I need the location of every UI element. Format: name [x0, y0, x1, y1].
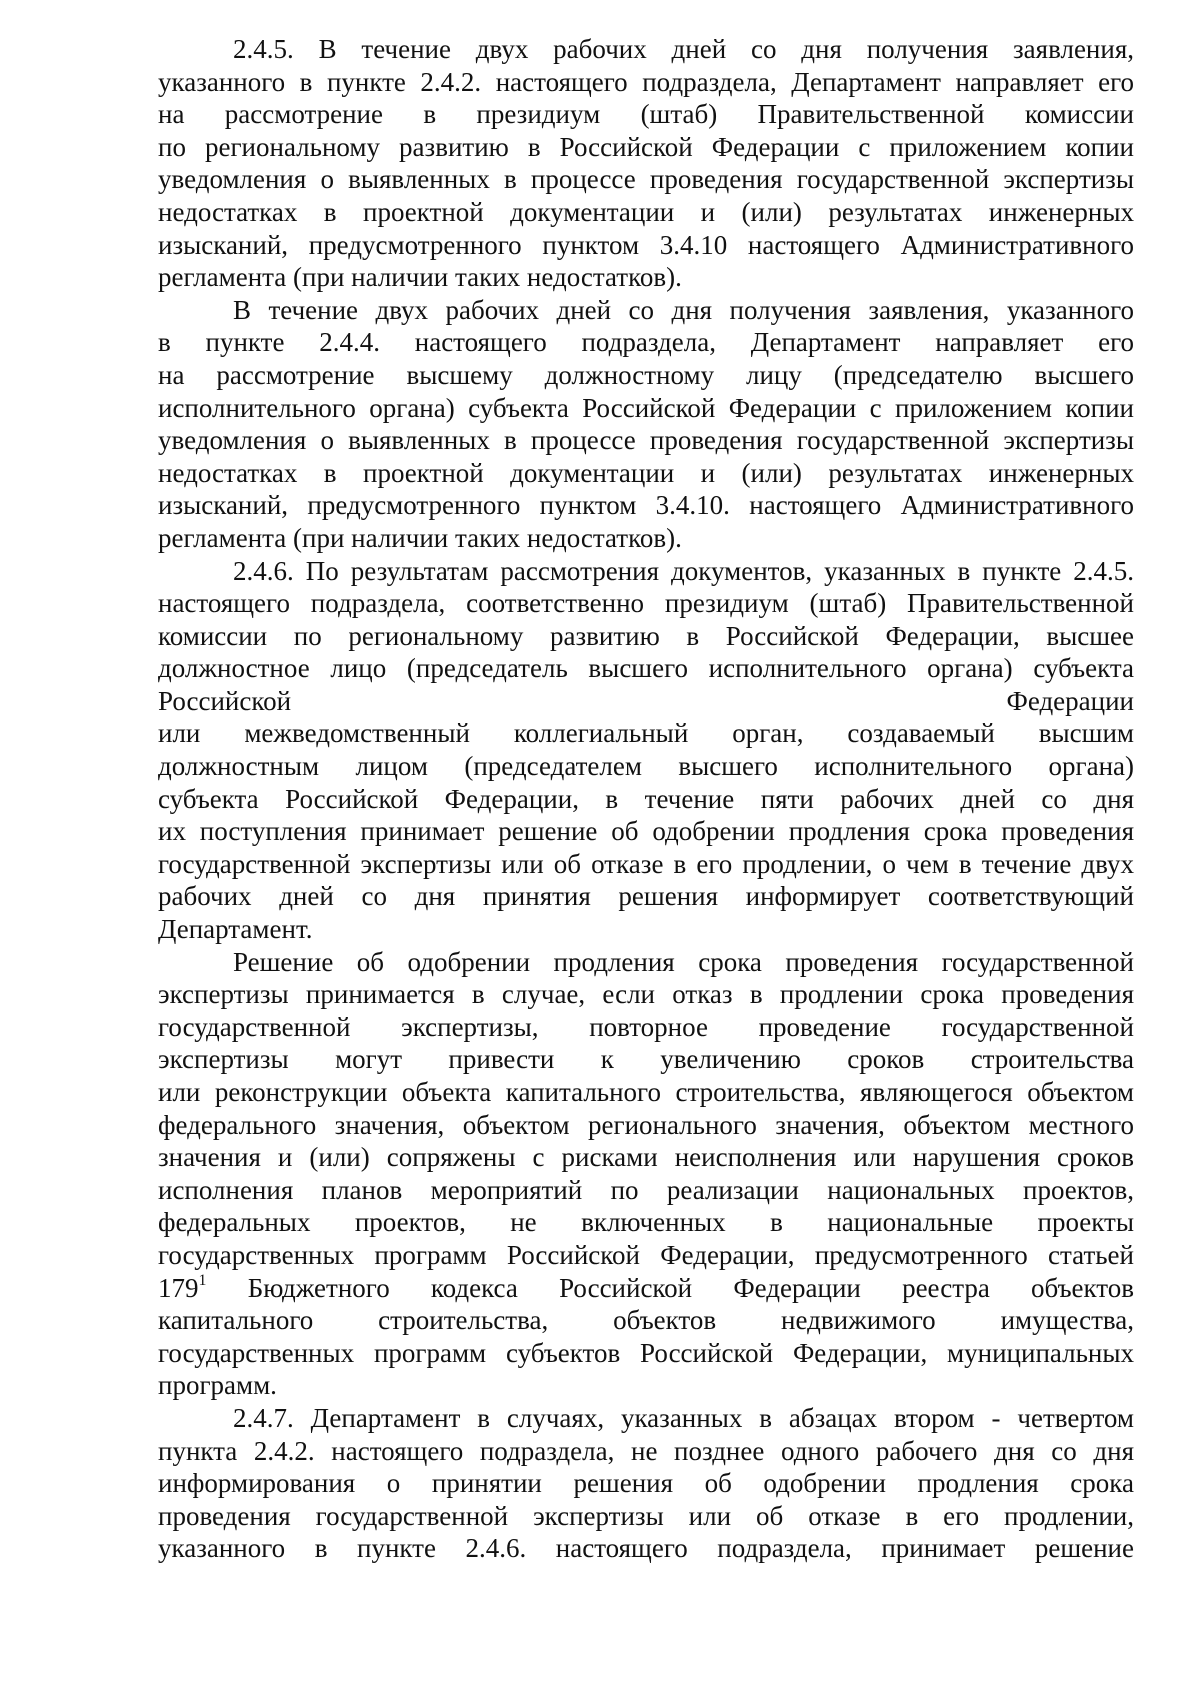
text-line: Департамент.	[158, 914, 313, 945]
text-line: или межведомственный коллегиальный орган, создаваемый высшим	[158, 718, 1134, 749]
text-line: на рассмотрение в президиум (штаб) Правительственной комиссии	[158, 99, 1134, 130]
text-line: капитального строительства, объектов недвижимого имущества,	[158, 1305, 1134, 1336]
text-line: государственной экспертизы или об отказе в его продлении, о чем в течение двух	[158, 848, 1134, 879]
text-line: должностное лицо (председатель высшего исполнительного органа) субъекта	[158, 653, 1134, 684]
text-line: регламента (при наличии таких недостатков).	[158, 262, 682, 293]
text-line: значения и (или) сопряжены с рисками неисполнения или нарушения сроков	[158, 1142, 1134, 1173]
text-line: недостатках в проектной документации и (или) результатах инженерных	[158, 196, 1134, 227]
text-line: Решение об одобрении продления срока проведения государственной	[233, 946, 1134, 977]
text-line: экспертизы принимается в случае, если отказ в продлении срока проведения	[158, 979, 1134, 1010]
text-line: комиссии по региональному развитию в Российской Федерации, высшее	[158, 620, 1134, 651]
text-line: государственных программ субъектов Российской Федерации, муниципальных	[158, 1337, 1134, 1368]
text-line: субъекта Российской Федерации, в течение пяти рабочих дней со дня	[158, 783, 1134, 814]
text-line: исполнительного органа) субъекта Российской Федерации с приложением копии	[158, 392, 1134, 423]
text-line: проведения государственной экспертизы или об отказе в его продлении,	[158, 1500, 1134, 1531]
text-line: государственной экспертизы, повторное проведение государственной	[158, 1011, 1134, 1042]
text-line: федерального значения, объектом регионального значения, объектом местного	[158, 1109, 1134, 1140]
text-line: экспертизы могут привести к увеличению сроков строительства	[158, 1044, 1134, 1075]
text-line: уведомления о выявленных в процессе проведения государственной экспертизы	[158, 425, 1134, 456]
text-line: на рассмотрение высшему должностному лицу (председателю высшего	[158, 359, 1134, 390]
text-line: 2.4.5. В течение двух рабочих дней со дня получения заявления,	[233, 34, 1134, 64]
text-line: должностным лицом (председателем высшего исполнительного органа)	[158, 751, 1134, 782]
article-number: 179	[158, 1272, 199, 1303]
text-line: изысканий, предусмотренного пунктом 3.4.10. настоящего Административного	[158, 490, 1134, 521]
text-line: программ.	[158, 1370, 277, 1401]
text-line-with-superscript	[158, 1272, 1134, 1305]
text-line: настоящего подраздела, соответственно президиум (штаб) Правительственной	[158, 588, 1134, 619]
text-line: по региональному развитию в Российской Федерации с приложением копии	[158, 131, 1134, 162]
document-body	[158, 33, 1134, 1565]
text-line: недостатках в проектной документации и (или) результатах инженерных	[158, 457, 1134, 488]
text-line: уведомления о выявленных в процессе проведения государственной экспертизы	[158, 164, 1134, 195]
text-line: регламента (при наличии таких недостатков).	[158, 522, 682, 553]
text-line: указанного в пункте 2.4.6. настоящего подраздела, принимает решение	[158, 1533, 1134, 1564]
text-line: в пункте 2.4.4. настоящего подраздела, Департамент направляет его	[158, 327, 1134, 358]
text-line: информирования о принятии решения об одобрении продления срока	[158, 1468, 1134, 1499]
text-line: исполнения планов мероприятий по реализации национальных проектов,	[158, 1174, 1134, 1205]
text-line: 2.4.6. По результатам рассмотрения документов, указанных в пункте 2.4.5.	[233, 555, 1134, 586]
text-line: изысканий, предусмотренного пунктом 3.4.10 настоящего Административного	[158, 229, 1134, 260]
text-line: их поступления принимает решение об одобрении продления срока проведения	[158, 816, 1134, 847]
text-line: федеральных проектов, не включенных в национальные проекты	[158, 1207, 1134, 1238]
text-line: рабочих дней со дня принятия решения информирует соответствующий	[158, 881, 1134, 912]
text-line: В течение двух рабочих дней со дня получения заявления, указанного	[233, 294, 1134, 325]
text-line: указанного в пункте 2.4.2. настоящего подраздела, Департамент направляет его	[158, 66, 1134, 97]
text-line: государственных программ Российской Федерации, предусмотренного статьей	[158, 1239, 1134, 1270]
superscript-number: 1	[198, 1271, 207, 1289]
text-line: пункта 2.4.2. настоящего подраздела, не позднее одного рабочего дня со дня	[158, 1435, 1134, 1466]
text-line-rest: Бюджетного кодекса Российской Федерации реестра объектов	[247, 1272, 1134, 1303]
text-line: Российской Федерации	[158, 685, 1134, 716]
text-line: или реконструкции объекта капитального строительства, являющегося объектом	[158, 1077, 1134, 1107]
text-line: 2.4.7. Департамент в случаях, указанных в абзацах втором - четвертом	[233, 1402, 1134, 1433]
